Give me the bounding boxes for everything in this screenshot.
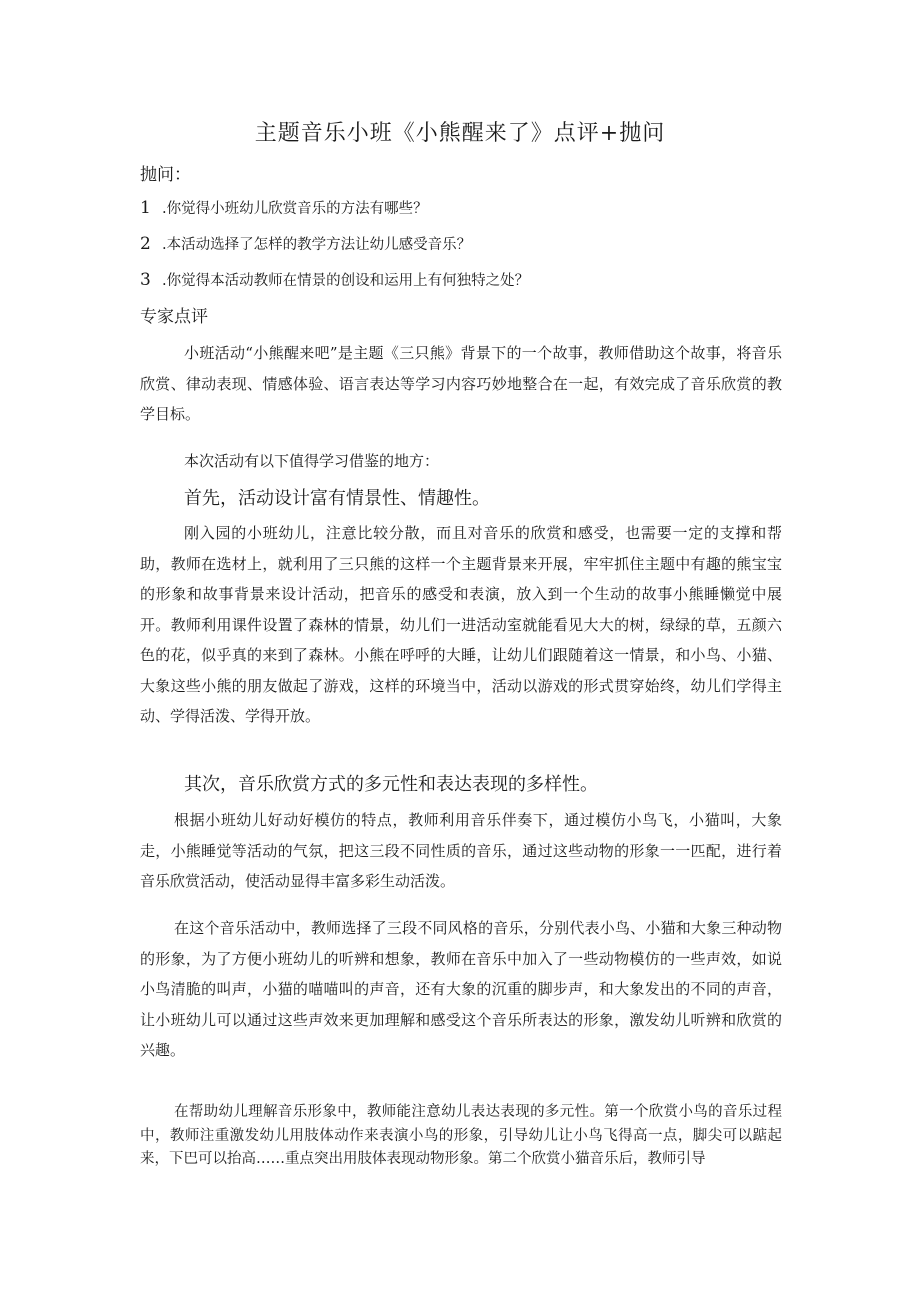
- question-item: [140, 197, 428, 218]
- question-text: .你觉得小班幼儿欣赏音乐的方法有哪些？: [162, 201, 428, 217]
- question-number: 3: [140, 270, 151, 290]
- first-point-body: 刚入园的小班幼儿，注意比较分散，而且对音乐的欣赏和感受，也需要一定的支撑和帮助，教师在选材上，就利用了三只熊的这样一个主题背景来开展，牢牢抓住主题中有趣的熊宝宝的形象和故事背景来设计活动，把音乐的感受和表演，放入到一个生动的故事小熊睡懒觉中展开。教师利用课件设置了森林的情景，幼儿们一进活动室就能看见大大的树，绿绿的草，五颜六色的花，似乎真的来到了森林。小熊在呼呼的大睡，让幼儿们跟随着这一情景，和小鸟、小猫、大象这些小熊的朋友做起了游戏，这样的环境当中，活动以游戏的形式贯穿始终，幼儿们学得主动、学得活泼、学得开放。: [140, 524, 782, 725]
- page-title: 主题音乐小班《小熊醒来了》点评+抛问: [254, 121, 666, 146]
- lead-sentence: 本次活动有以下值得学习借鉴的地方：: [184, 452, 440, 470]
- question-item: [140, 269, 529, 290]
- question-text: .你觉得本活动教师在情景的创设和运用上有何独特之处？: [162, 273, 530, 289]
- second-point-heading: 其次，音乐欣赏方式的多元性和表达表现的多样性。: [184, 774, 598, 795]
- question-number: 1: [140, 198, 151, 218]
- second-point-body-2: 在这个音乐活动中，教师选择了三段不同风格的音乐，分别代表小鸟、小猫和大象三种动物的形象，为了方便小班幼儿的听辨和想象，教师在音乐中加入了一些动物模仿的一些声效，如说小鸟清脆的叫声，小猫的喵喵叫的声音，还有大象的沉重的脚步声，和大象发出的不同的声音，让小班幼儿可以通过这些声效来更加理解和感受这个音乐所表达的形象，激发幼儿听辨和欣赏的兴趣。: [140, 919, 782, 1059]
- question-text: .本活动选择了怎样的教学方法让幼儿感受音乐？: [162, 237, 472, 253]
- questions-heading: 抛问：: [140, 165, 191, 185]
- second-point-body-3: 在帮助幼儿理解音乐形象中，教师能注意幼儿表达表现的多元性。第一个欣赏小鸟的音乐过程中，教师注重激发幼儿用肢体动作来表演小鸟的形象，引导幼儿让小鸟飞得高一点，脚尖可以踮起来，下巴可以抬高……重点突出用肢体表现动物形象。第二个欣赏小猫音乐后，教师引导: [140, 1104, 782, 1167]
- review-heading: 专家点评: [140, 307, 208, 327]
- question-item: [140, 233, 471, 254]
- first-point-heading: 首先，活动设计富有情景性、情趣性。: [184, 488, 490, 509]
- question-number: 2: [140, 234, 151, 254]
- intro-paragraph: 小班活动“小熊醒来吧”是主题《三只熊》背景下的一个故事，教师借助这个故事，将音乐欣赏、律动表现、情感体验、语言表达等学习内容巧妙地整合在一起，有效完成了音乐欣赏的教学目标。: [140, 344, 782, 423]
- second-point-body-1: 根据小班幼儿好动好模仿的特点，教师利用音乐伴奏下，通过模仿小鸟飞，小猫叫，大象走，小熊睡觉等活动的气氛，把这三段不同性质的音乐，通过这些动物的形象一一匹配，进行着音乐欣赏活动，使活动显得丰富多彩生动活泼。: [140, 811, 782, 890]
